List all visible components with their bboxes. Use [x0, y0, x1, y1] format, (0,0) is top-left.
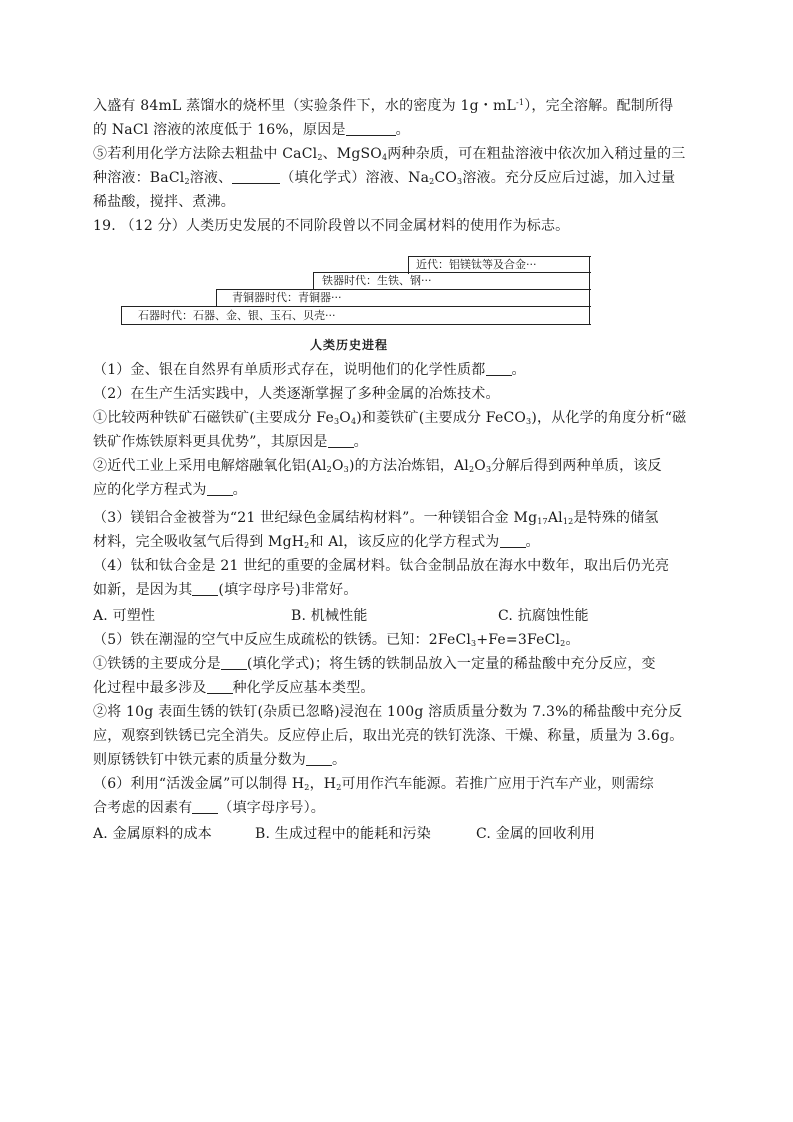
timeline-label-stone: 石器时代：石器、金、银、玉石、贝壳···: [138, 309, 336, 322]
question-2-1: ①比较两种铁矿石磁铁矿(主要成分 $Fe_3O_4$)和菱铁矿(主要成分 FeCO$_3$)，从化学的角度分析“磁: [93, 410, 687, 426]
question-19-title: 19. （12 分）人类历史发展的不同阶段曾以不同金属材料的使用作为标志。: [93, 218, 570, 234]
question-4: （4）钛和钛合金是 21 世纪的重要的金属材料。钛合金制品放在海水中数年，取出后仍光亮: [93, 558, 670, 574]
option-c: C. 金属的回收利用: [476, 826, 596, 842]
answer-blank[interactable]: [486, 361, 512, 376]
question-2-2-cont: 应的化学方程式为 。: [93, 482, 247, 498]
question-5: （5）铁在潮湿的空气中反应生成疏松的铁锈。已知：2FeCl$_3$+Fe=3FeCl$_2$。: [93, 632, 580, 648]
timeline-label-bronze: 青铜器时代：青铜器···: [232, 291, 342, 304]
timeline-edge: [121, 306, 122, 325]
answer-blank[interactable]: [207, 679, 233, 694]
question-3-cont: 材料，完全吸收氢气后得到 MgH$_2$和 Al，该反应的化学方程式为 。: [93, 534, 540, 550]
figure-caption: 人类历史进程: [310, 338, 389, 352]
question-5-2: ②将 10g 表面生锈的铁钉(杂质已忽略)浸泡在 100g 溶质质量分数为 7.3%的稀盐酸中充分反: [93, 704, 683, 720]
answer-blank[interactable]: [328, 433, 354, 448]
timeline-right-edge: [589, 256, 590, 325]
question-6: （6）利用“活泼金属”可以制得 $H_2$，$H_2$可用作汽车能源。若推广应用于汽车产业，则需综: [93, 776, 654, 792]
answer-blank[interactable]: [221, 655, 247, 670]
answer-blank[interactable]: [232, 169, 280, 184]
text-line: 种溶液：BaCl$_2$溶液、 （填化学式）溶液、$Na_2CO_3$溶液。充分反应后过滤，加入过量: [93, 170, 676, 186]
answer-blank[interactable]: [192, 799, 218, 814]
text-line: 稀盐酸，搅拌、煮沸。: [93, 194, 235, 210]
timeline-baseline: [121, 324, 591, 325]
timeline-label-modern: 近代：铝镁钛等及合金···: [416, 258, 537, 271]
question-6-cont: 合考虑的因素有 （填字母序号）。: [93, 800, 326, 816]
answer-blank[interactable]: [192, 581, 218, 596]
question-1: （1）金、银在自然界有单质形式存在，说明他们的化学性质都 。: [93, 362, 526, 378]
text-line: 的 NaCl 溶液的浓度低于 16%，原因是 。: [93, 122, 410, 138]
answer-blank[interactable]: [207, 481, 233, 496]
answer-blank[interactable]: [306, 751, 332, 766]
question-5-2-cont: 应，观察到铁锈已完全消失。反应停止后，取出光亮的铁钉洗涤、干燥、称量，质量为 3.6g。: [93, 728, 684, 744]
option-c: C. 抗腐蚀性能: [498, 608, 589, 624]
question-3: （3）镁铝合金被誉为“21 世纪绿色金属结构材料”。一种镁铝合金 $Mg_{17}Al_{12}$是特殊的储氢: [93, 510, 659, 526]
question-5-1-cont: 化过程中最多涉及 种化学反应基本类型。: [93, 680, 375, 696]
question-2-1-cont: 铁矿作炼铁原料更具优势”，其原因是 。: [93, 434, 368, 450]
text-line: ⑤若利用化学方法除去粗盐中 CaCl$_2$、MgSO$_4$两种杂质，可在粗盐溶液中依次加入稍过量的三: [93, 146, 686, 162]
question-4-cont: 如新，是因为其 (填字母序号)非常好。: [93, 582, 358, 598]
timeline-label-iron: 铁器时代：生铁、钢···: [322, 274, 432, 287]
option-b: B. 机械性能: [291, 608, 368, 624]
question-2-2: ②近代工业上采用电解熔融氧化铝$(Al_2O_3)$的方法冶炼铝，$Al_2O_3$分解后得到两种单质，该反: [93, 458, 662, 474]
question-5-2-cont2: 则原锈铁钉中铁元素的质量分数为 。: [93, 752, 347, 768]
answer-blank[interactable]: [346, 121, 396, 136]
question-2: （2）在生产生活实践中，人类逐渐掌握了多种金属的冶炼技术。: [93, 386, 500, 402]
question-5-1: ①铁锈的主要成分是 (填化学式)；将生锈的铁制品放入一定量的稀盐酸中充分反应，变: [93, 656, 656, 672]
text-line: 入盛有 84mL 蒸馏水的烧杯里（实验条件下，水的密度为 1g・$mL^{-1}$），完全溶解。配制所得: [93, 98, 674, 114]
option-a: A. 金属原料的成本: [93, 826, 213, 842]
answer-blank[interactable]: [500, 533, 526, 548]
option-a: A. 可塑性: [93, 608, 156, 624]
option-b: B. 生成过程中的能耗和污染: [255, 826, 431, 842]
